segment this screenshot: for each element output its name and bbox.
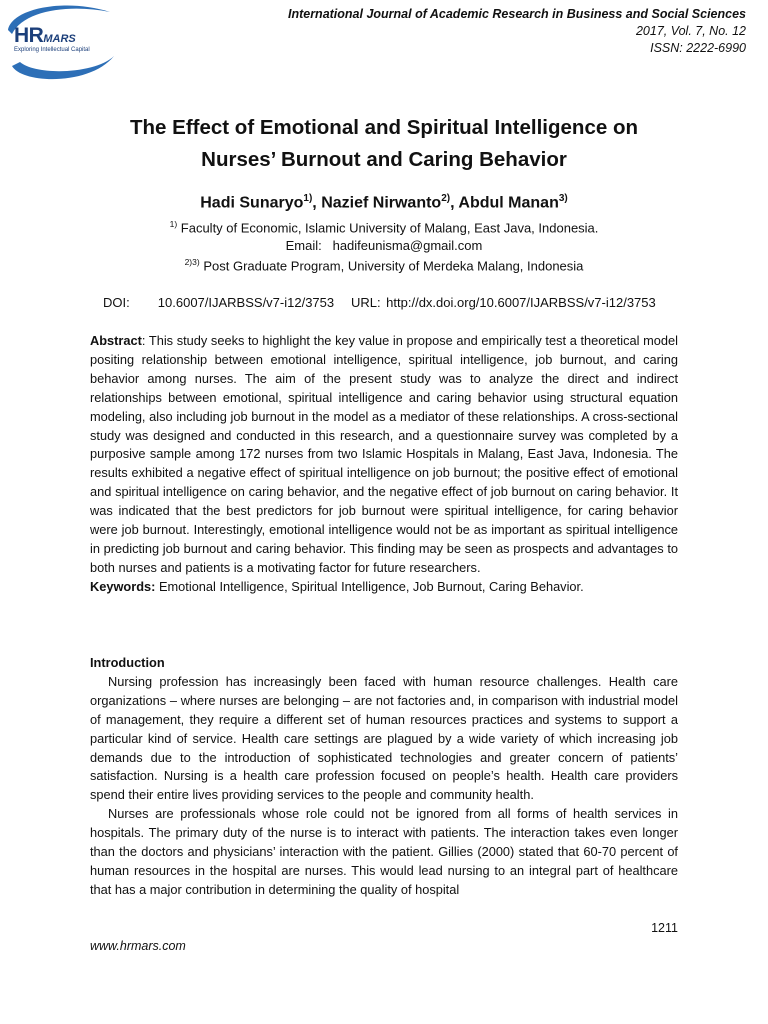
author-list: Hadi Sunaryo$^{1)}$, Nazief Nirwanto$^{2)}$, Abdul Manan$^{3)}$ [200,193,568,212]
abstract-section [90,332,678,597]
affiliation-1 [0,219,768,235]
abstract-text: : This study seeks to highlight the key value in propose and empirically test a theoretical model positing relationship between emotional intelligence, spiritual intelligence, job burnout, and caring behavior among nurses. The aim of the present study was to analyze the direct and indirect relationships between emotional, spiritual intelligence and caring behavior using structural equation modeling, also including job burnout in the model as a mediator of these relationships. A cross-sectional study was designed and conducted in this research, and a questionnaire survey was completed by a purposive sample among 172 nurses from two Islamic Hospitals in Malang, East Java, Indonesia. The results exhibited a negative effect of spiritual intelligence on job burnout; the positive effect of emotional and spiritual intelligence on caring behavior, and the negative effect of job burnout on caring behavior. It was indicated that the best predictors for job burnout were spiritual intelligence, for caring behavior were job burnout. Interestingly, emotional intelligence would not be as important as spiritual intelligence in predicting job burnout and caring behavior. This finding may be seen as prospects and advantages to both nurses and patients is a motivating factor for future researchers. [90,333,678,575]
introduction-paragraph-2: Nurses are professionals whose role could not be ignored from all forms of health services in hospitals. The primary duty of the nurse is to interact with patients. The interaction takes even longer than the doctors and physicians’ interaction with the patient. Gillies (2000) stated that 60-70 percent of human resources in the hospital are nurses. This would lead nursing to an integral part of healthcare that has a major contribution in determining the quality of hospital [90,806,678,897]
introduction-heading: Introduction [90,655,165,670]
author-3-sup: 3) [558,193,568,204]
abstract-label: Abstract [90,333,142,348]
author-email: Email: hadifeunisma@gmail.com [285,238,483,253]
keywords-text: Emotional Intelligence, Spiritual Intelligence, Job Burnout, Caring Behavior. [155,578,584,594]
keywords-paragraph [90,578,678,597]
journal-issn: ISSN: 2222-6990 [650,41,746,55]
author-2: Nazief Nirwanto [321,194,442,212]
journal-header [288,6,746,57]
introduction-section [90,654,678,900]
affiliation-2-sup: 2)3) [184,257,200,267]
page-number: 1211 [651,921,678,935]
affiliation-2-text: Post Graduate Program, University of Merdeka Malang, Indonesia [203,258,584,274]
logo-wordmark [14,24,76,48]
title-line-1: The Effect of Emotional and Spiritual Intelligence on [130,116,638,139]
abstract-paragraph [90,332,678,578]
author-1-sup: 1) [303,193,313,204]
author-1: Hadi Sunaryo [200,194,304,212]
logo-hr: HR [14,24,44,47]
logo-mars: MARS [43,33,76,45]
affiliation-1-text: Faculty of Economic, Islamic University of Malang, East Java, Indonesia. [180,220,599,236]
author-3: Abdul Manan [458,194,559,212]
logo-tagline: Exploring Intellectual Capital [14,47,90,53]
journal-name: International Journal of Academic Research in Business and Social Sciences [287,7,746,21]
keywords-label: Keywords: [90,578,156,594]
affiliation-1-sup: 1) [169,219,178,229]
doi-line: DOI: 10.6007/IJARBSS/v7-i12/3753 URL: http://dx.doi.org/10.6007/IJARBSS/v7-i12/3753 [103,295,656,310]
footer-url-link[interactable]: www.hrmars.com [90,939,186,953]
author-2-sup: 2) [441,193,451,204]
paper-title [0,112,768,176]
introduction-paragraph-1: Nursing profession has increasingly been faced with human resource challenges. Health care organizations – where nurses are belonging – are not factories and, in comparison with industrial model of management, they require a different set of human resources practices and systems to support a particular kind of service. Health care settings are plagued by a wide variety of which increasing job demands due to the introduction of sophisticated technologies and greater concern of patients’ satisfaction. Nursing is a health care profession focused on people’s health. Health care providers spend their entire lives providing services to the people and community health. [90,673,678,803]
journal-volume: 2017, Vol. 7, No. 12 [635,24,746,38]
title-line-2: Nurses’ Burnout and Caring Behavior [201,148,567,171]
affiliation-2 [0,257,768,273]
